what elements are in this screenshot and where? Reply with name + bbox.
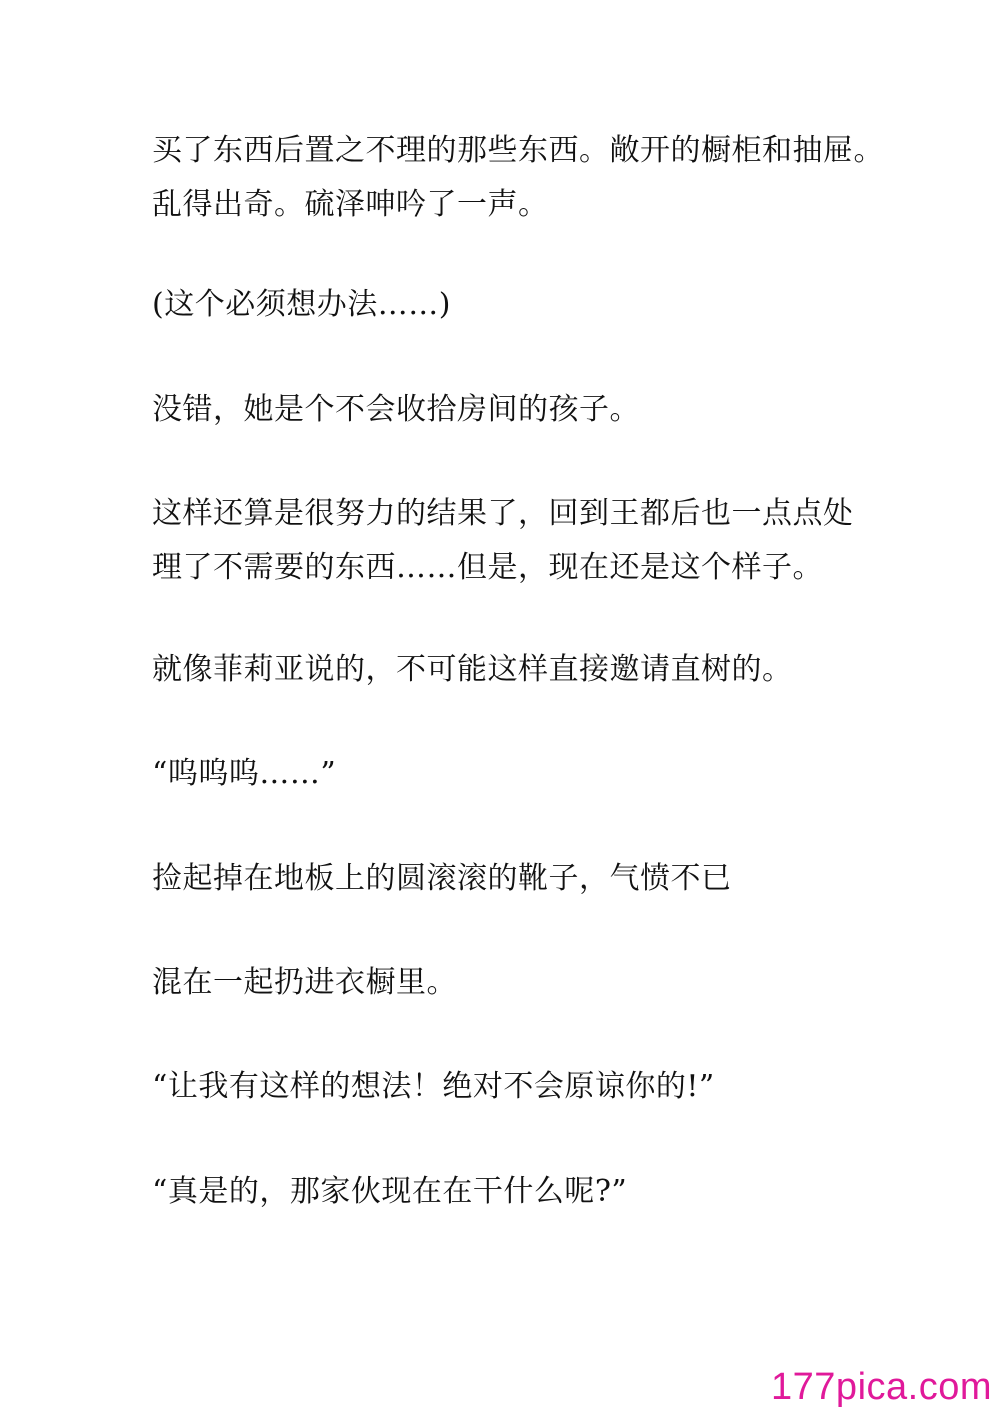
text-line: 理了不需要的东西……但是，现在还是这个样子。 [152,550,823,585]
paragraph-4 [152,487,892,595]
watermark-link[interactable]: 177pica.com [771,1366,992,1408]
text-line: “真是的，那家伙现在在干什么呢?” [152,1174,628,1209]
paragraph-3 [152,383,892,437]
paragraph-8 [152,956,892,1010]
paragraph-9 [152,1060,892,1114]
text-line: 混在一起扔进衣橱里。 [152,965,457,1000]
paragraph-10 [152,1165,892,1219]
text-line: “让我有这样的想法！绝对不会原谅你的!” [152,1069,715,1104]
text-line: 乱得出奇。硫泽呻吟了一声。 [152,187,549,222]
paragraph-7 [152,852,892,906]
text-line: “呜呜呜……” [152,756,337,791]
paragraph-1 [152,124,892,232]
text-line: (这个必须想办法……) [152,287,451,322]
text-line: 就像菲莉亚说的，不可能这样直接邀请直树的。 [152,652,793,687]
text-line: 捡起掉在地板上的圆滚滚的靴子，气愤不已 [152,861,732,896]
paragraph-2 [152,278,892,332]
text-line: 这样还算是很努力的结果了，回到王都后也一点点处 [152,496,854,531]
paragraph-6 [152,747,892,801]
text-line: 没错，她是个不会收拾房间的孩子。 [152,392,640,427]
text-line: 买了东西后置之不理的那些东西。敞开的橱柜和抽屉。 [152,133,884,168]
paragraph-5 [152,643,892,697]
